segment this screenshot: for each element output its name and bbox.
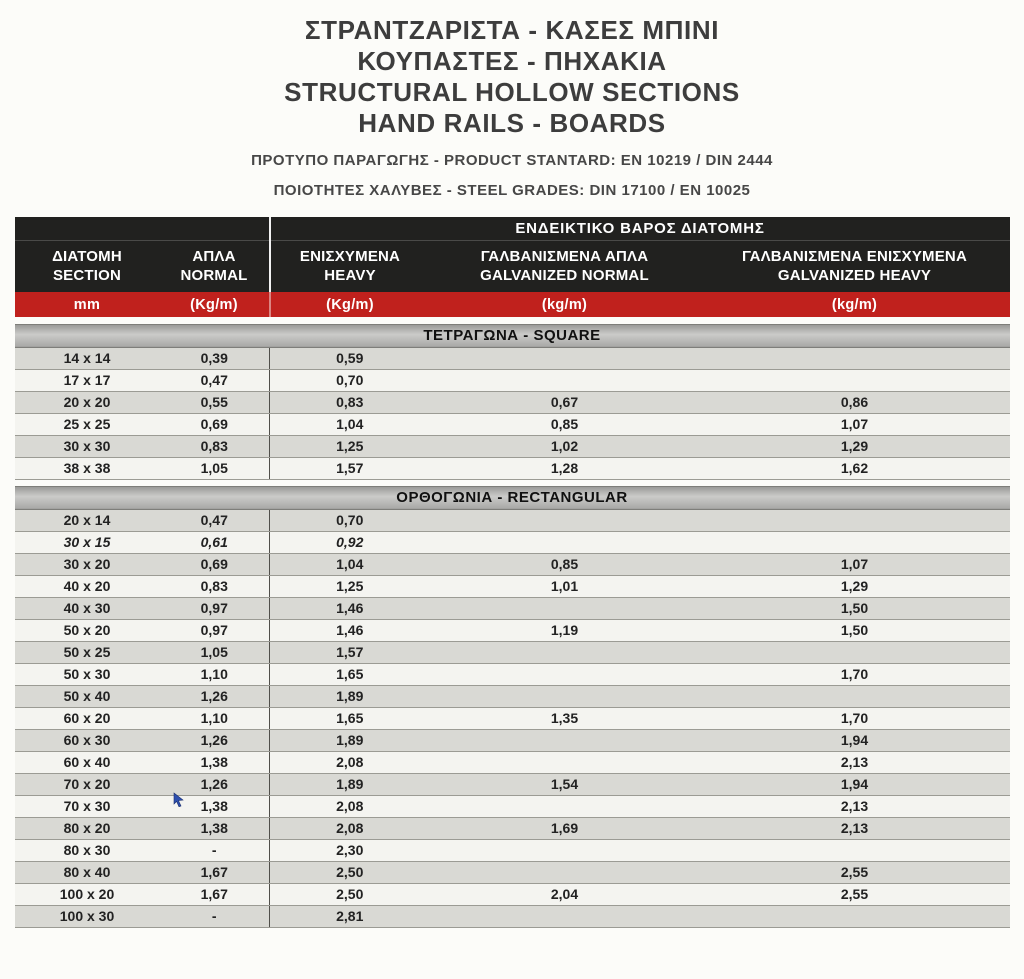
weight-cell: 2,08 [270,751,430,773]
weight-cell: 2,08 [270,795,430,817]
weight-cell [430,369,700,391]
weight-cell: 1,10 [160,663,270,685]
size-cell: 30 x 15 [15,531,160,553]
table-row [15,751,1010,773]
cursor-artifact-icon [172,792,185,807]
banner-row [15,217,1010,240]
size-cell: 20 x 20 [15,391,160,413]
size-cell: 20 x 14 [15,509,160,531]
weight-cell: 1,57 [270,641,430,663]
weight-cell: 0,70 [270,369,430,391]
weight-cell: 1,94 [700,773,1010,795]
weight-cell: 2,13 [700,751,1010,773]
table-row [15,861,1010,883]
table-row [15,575,1010,597]
weight-cell: 2,50 [270,883,430,905]
size-cell: 25 x 25 [15,413,160,435]
column-header-greek: ΓΑΛΒΑΝΙΣΜΕΝΑ ΑΠΛΑ [480,247,649,265]
weight-cell: 1,10 [160,707,270,729]
weight-cell: 0,67 [430,391,700,413]
weight-cell: - [160,839,270,861]
size-cell: 80 x 30 [15,839,160,861]
column-header-1 [160,240,270,292]
weight-cell: 1,25 [270,435,430,457]
weight-cell [430,641,700,663]
weight-cell: 1,07 [700,553,1010,575]
weight-cell: 1,02 [430,435,700,457]
table-row [15,413,1010,435]
table-row [15,509,1010,531]
weight-cell [700,369,1010,391]
weight-cell: 0,47 [160,509,270,531]
column-header-3 [430,240,700,292]
table-row [15,773,1010,795]
weight-cell: 0,97 [160,619,270,641]
table-row [15,391,1010,413]
weight-cell: 2,55 [700,861,1010,883]
weight-cell [430,861,700,883]
table-row [15,369,1010,391]
weight-cell: 1,50 [700,597,1010,619]
table-row [15,905,1010,927]
spacer-row [15,317,1010,324]
column-header-row [15,240,1010,292]
weight-cell: 0,69 [160,553,270,575]
size-cell: 100 x 30 [15,905,160,927]
table-row [15,457,1010,479]
table-row [15,641,1010,663]
column-header-english: SECTION [52,267,122,285]
table-row [15,553,1010,575]
weight-cell: 1,01 [430,575,700,597]
section-header-label: ΤΕΤΡΑΓΩΝΑ - SQUARE [15,324,1010,347]
spacer-row [15,479,1010,486]
column-header-english: NORMAL [180,267,248,285]
column-header-0 [15,240,160,292]
weight-cell: 0,70 [270,509,430,531]
size-cell: 50 x 20 [15,619,160,641]
weight-cell: 1,62 [700,457,1010,479]
weight-cell: 2,55 [700,883,1010,905]
weight-cell: 0,59 [270,347,430,369]
table-row [15,883,1010,905]
weight-cell: 1,29 [700,435,1010,457]
weight-cell: 1,94 [700,729,1010,751]
table-row [15,685,1010,707]
size-cell: 30 x 30 [15,435,160,457]
unit-cell-4: (kg/m) [700,292,1010,317]
weight-cell: 2,50 [270,861,430,883]
weight-cell: 1,05 [160,457,270,479]
size-cell: 100 x 20 [15,883,160,905]
size-cell: 70 x 20 [15,773,160,795]
size-cell: 80 x 40 [15,861,160,883]
weight-cell: 1,67 [160,861,270,883]
weight-cell: 1,26 [160,729,270,751]
banner-filler [15,217,270,240]
weight-cell [700,509,1010,531]
weight-cell [430,905,700,927]
column-header-4 [700,240,1010,292]
steel-grades-line: ΠΟΙΟΤΗΤΕΣ ΧΑΛΥΒΕΣ - STEEL GRADES: DIN 17100 / EN 10025 [273,182,751,199]
weight-cell: 1,26 [160,773,270,795]
size-cell: 14 x 14 [15,347,160,369]
column-header-greek: ΑΠΛΑ [192,247,236,265]
size-cell: 40 x 20 [15,575,160,597]
spacer-cell [15,317,1010,324]
weight-cell: 2,30 [270,839,430,861]
weight-cell: 0,47 [160,369,270,391]
column-header-english: HEAVY [324,267,376,285]
weight-cell: 1,04 [270,553,430,575]
weight-cell [430,347,700,369]
table-row [15,531,1010,553]
column-header-english: GALVANIZED HEAVY [777,267,932,285]
weight-cell: 1,67 [160,883,270,905]
weight-cell [430,685,700,707]
section-header-row [15,324,1010,347]
weight-cell: 1,38 [160,817,270,839]
page-title-greek-1: ΣΤΡΑΝΤΖΑΡΙΣΤΑ - ΚΑΣΕΣ ΜΠΙΝΙ [304,15,720,45]
size-cell: 38 x 38 [15,457,160,479]
weight-cell [430,795,700,817]
weight-cell: 2,13 [700,817,1010,839]
size-cell: 17 x 17 [15,369,160,391]
table-row [15,347,1010,369]
weight-cell: 1,04 [270,413,430,435]
table-row [15,795,1010,817]
weight-cell [430,839,700,861]
spec-table [15,217,1010,928]
weight-cell: 1,69 [430,817,700,839]
table-row [15,839,1010,861]
weight-cell: 1,38 [160,795,270,817]
weight-cell: 1,07 [700,413,1010,435]
weight-cell: 1,35 [430,707,700,729]
weight-cell [700,685,1010,707]
weight-cell: 1,54 [430,773,700,795]
weight-cell: 1,89 [270,729,430,751]
weight-cell: 1,28 [430,457,700,479]
page-title-greek-2: ΚΟΥΠΑΣΤΕΣ - ΠΗΧΑΚΙΑ [357,46,667,76]
weight-cell [700,641,1010,663]
banner-title: ΕΝΔΕΙΚΤΙΚΟ ΒΑΡΟΣ ΔΙΑΤΟΜΗΣ [270,217,1010,240]
weight-cell [430,597,700,619]
weight-cell: 1,65 [270,707,430,729]
unit-cell-1: (Kg/m) [160,292,270,317]
weight-cell: 0,83 [160,575,270,597]
weight-cell: 0,55 [160,391,270,413]
spacer-cell [15,479,1010,486]
size-cell: 50 x 30 [15,663,160,685]
section-header-label: ΟΡΘΟΓΩΝΙΑ - RECTANGULAR [15,486,1010,509]
table-row [15,663,1010,685]
weight-cell: 1,65 [270,663,430,685]
weight-cell: 1,05 [160,641,270,663]
weight-cell: 0,85 [430,553,700,575]
weight-cell: 1,25 [270,575,430,597]
size-cell: 60 x 20 [15,707,160,729]
weight-cell [430,531,700,553]
weight-cell: 0,97 [160,597,270,619]
size-cell: 40 x 30 [15,597,160,619]
page-title-english-1: STRUCTURAL HOLLOW SECTIONS [284,77,740,107]
weight-cell: 2,04 [430,883,700,905]
table-body [15,317,1010,927]
table-row [15,597,1010,619]
table-row [15,817,1010,839]
size-cell: 60 x 30 [15,729,160,751]
weight-cell: 2,08 [270,817,430,839]
column-header-2 [270,240,430,292]
size-cell: 50 x 25 [15,641,160,663]
weight-cell [700,839,1010,861]
weight-cell [430,509,700,531]
size-cell: 30 x 20 [15,553,160,575]
size-cell: 50 x 40 [15,685,160,707]
table-row [15,729,1010,751]
unit-cell-2: (Kg/m) [270,292,430,317]
weight-cell [430,729,700,751]
column-header-greek: ΔΙΑΤΟΜΗ [52,247,122,265]
weight-cell: 2,81 [270,905,430,927]
size-cell: 70 x 30 [15,795,160,817]
weight-cell: 1,57 [270,457,430,479]
column-header-english: GALVANIZED NORMAL [480,267,649,285]
weight-cell: 2,13 [700,795,1010,817]
weight-cell: 1,50 [700,619,1010,641]
unit-row [15,292,1010,317]
weight-cell: 0,83 [270,391,430,413]
weight-cell: 0,61 [160,531,270,553]
weight-cell: 1,89 [270,685,430,707]
weight-cell [430,663,700,685]
weight-cell: 0,39 [160,347,270,369]
size-cell: 80 x 20 [15,817,160,839]
weight-cell [700,531,1010,553]
page-title-english-2: HAND RAILS - BOARDS [358,108,666,138]
table-row [15,619,1010,641]
spec-table-wrap [15,217,1010,928]
size-cell: 60 x 40 [15,751,160,773]
section-header-row [15,486,1010,509]
unit-cell-3: (kg/m) [430,292,700,317]
weight-cell: 1,26 [160,685,270,707]
weight-cell: 0,85 [430,413,700,435]
weight-cell: 1,89 [270,773,430,795]
weight-cell [430,751,700,773]
weight-cell: 0,83 [160,435,270,457]
title-block [0,0,1024,199]
weight-cell: 0,92 [270,531,430,553]
weight-cell: 1,70 [700,663,1010,685]
column-header-greek: ΓΑΛΒΑΝΙΣΜΕΝΑ ΕΝΙΣΧΥΜΕΝΑ [741,247,967,265]
table-row [15,707,1010,729]
weight-cell: 1,46 [270,597,430,619]
column-header-greek: ΕΝΙΣΧΥΜΕΝΑ [299,247,401,265]
weight-cell: - [160,905,270,927]
table-row [15,435,1010,457]
unit-cell-0: mm [15,292,160,317]
weight-cell: 0,69 [160,413,270,435]
weight-cell: 1,29 [700,575,1010,597]
product-standard-line: ΠΡΟΤΥΠΟ ΠΑΡΑΓΩΓΗΣ - PRODUCT STANTARD: EN 10219 / DIN 2444 [251,152,773,169]
weight-cell [700,347,1010,369]
weight-cell: 1,38 [160,751,270,773]
weight-cell: 1,46 [270,619,430,641]
weight-cell [700,905,1010,927]
weight-cell: 1,19 [430,619,700,641]
weight-cell: 0,86 [700,391,1010,413]
weight-cell: 1,70 [700,707,1010,729]
